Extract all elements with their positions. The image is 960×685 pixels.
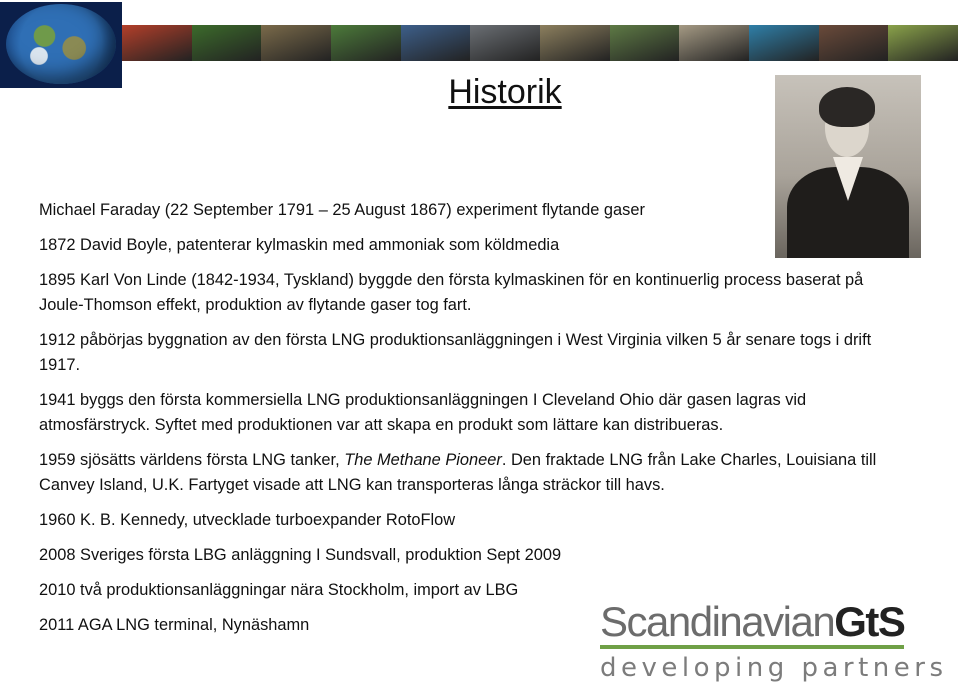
photo-tile-people <box>610 25 680 61</box>
logo-accent-bar <box>600 645 904 649</box>
page-title: Historik <box>448 73 562 111</box>
photo-tile-forest <box>192 25 262 61</box>
logo-tagline: developing partners <box>600 653 948 683</box>
history-list <box>39 198 909 648</box>
header-photo-strip <box>122 25 958 61</box>
history-entry: 1912 påbörjas byggnation av den första LNG produktionsanläggningen i West Virginia vilken 5 år senare togs i drift 1917. <box>39 331 872 374</box>
photo-tile-field <box>888 25 958 61</box>
photo-tile-group <box>819 25 889 61</box>
photo-tile-statue <box>261 25 331 61</box>
history-entry: 1895 Karl Von Linde (1842-1934, Tyskland) byggde den första kylmaskinen för en kontinuerlig process baserat på Joule-Thomson effekt, produktion av flytande gaser tog fart. <box>39 271 864 314</box>
history-entry: 2008 Sveriges första LBG anläggning I Sundsvall, produktion Sept 2009 <box>39 546 562 564</box>
photo-tile-ocean <box>749 25 819 61</box>
history-entry: 2010 två produktionsanläggningar nära Stockholm, import av LBG <box>39 581 519 599</box>
photo-tile-person <box>122 25 192 61</box>
photo-tile-zebras <box>679 25 749 61</box>
history-entry: Michael Faraday (22 September 1791 – 25 August 1867) experiment flytande gaser <box>39 201 645 219</box>
history-entry: 1959 sjösätts världens första LNG tanker, The Methane Pioneer. Den fraktade LNG från Lake Charles, Louisiana till Canvey Island, U.K. Fartyget visade att LNG kan transporteras långa sträckor till havs. <box>39 451 877 494</box>
photo-tile-city <box>470 25 540 61</box>
history-entry: 1960 K. B. Kennedy, utvecklade turboexpander RotoFlow <box>39 511 456 529</box>
photo-tile-crowd <box>540 25 610 61</box>
history-entry: 1941 byggs den första kommersiella LNG produktionsanläggningen I Cleveland Ohio där gasen lagras vid atmosfärstryck. Syftet med produktionen var att skapa en produkt som lättare kan distribueras. <box>39 391 807 434</box>
photo-tile-jungle <box>331 25 401 61</box>
history-entry: 1872 David Boyle, patenterar kylmaskin med ammoniak som köldmedia <box>39 236 560 254</box>
history-entry: 2011 AGA LNG terminal, Nynäshamn <box>39 616 310 634</box>
photo-tile-man <box>401 25 471 61</box>
scandinavian-gts-logo: ScandinavianGtS developing partners <box>600 598 948 683</box>
